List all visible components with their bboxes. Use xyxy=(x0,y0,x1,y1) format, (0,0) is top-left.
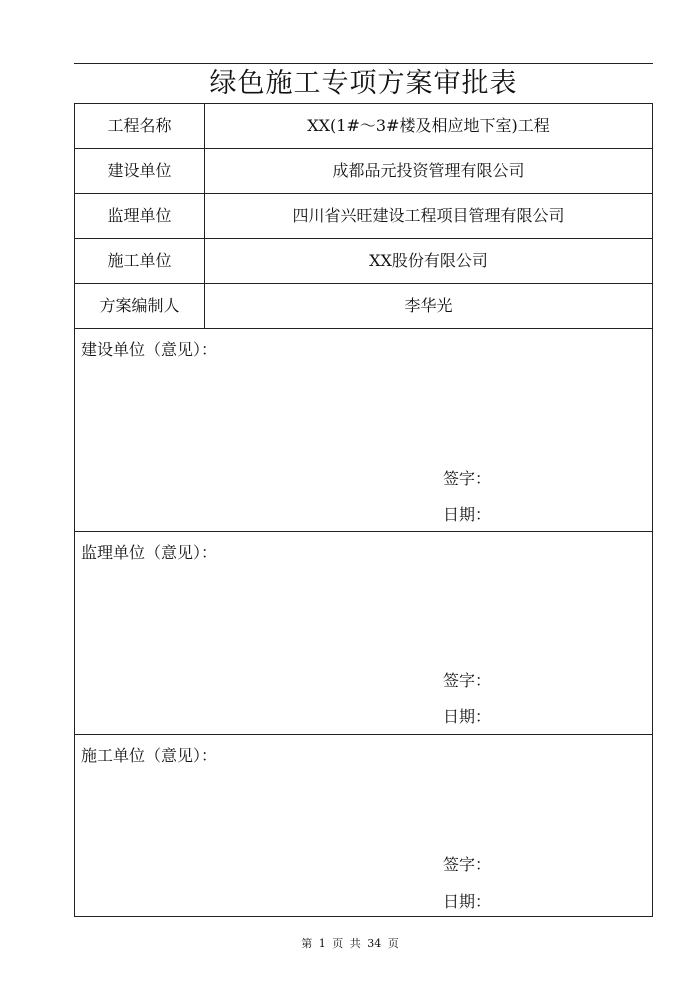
header-rule xyxy=(74,63,653,64)
info-label: 监理单位 xyxy=(75,194,205,238)
page-number: 第 1 页 共 34 页 xyxy=(301,937,399,950)
approval-form-table xyxy=(74,103,653,917)
info-row-contractor xyxy=(75,239,652,284)
signature-label: 签字： xyxy=(443,671,492,690)
opinion-title: 施工单位（意见）： xyxy=(81,746,218,765)
date-label: 日期： xyxy=(443,505,492,524)
info-value: 四川省兴旺建设工程项目管理有限公司 xyxy=(292,206,565,225)
document-title: 绿色施工专项方案审批表 xyxy=(209,68,518,99)
info-value: 成都品元投资管理有限公司 xyxy=(332,161,525,180)
info-value: 李华光 xyxy=(404,296,453,315)
info-row-author xyxy=(75,284,652,329)
date-label: 日期： xyxy=(443,707,492,726)
info-label: 工程名称 xyxy=(75,104,205,148)
info-value: XX股份有限公司 xyxy=(369,251,488,270)
info-row-supervisor xyxy=(75,194,652,239)
opinion-section-contractor xyxy=(75,735,652,916)
opinion-section-supervisor xyxy=(75,532,652,735)
date-label: 日期： xyxy=(443,892,492,911)
signature-label: 签字： xyxy=(443,469,492,488)
info-row-owner xyxy=(75,149,652,194)
signature-label: 签字： xyxy=(443,855,492,874)
info-label: 建设单位 xyxy=(75,149,205,193)
info-value: XX(1#～3#楼及相应地下室)工程 xyxy=(307,116,550,135)
opinion-title: 建设单位（意见）： xyxy=(81,340,218,359)
info-label: 施工单位 xyxy=(75,239,205,283)
info-row-project-name xyxy=(75,104,652,149)
info-label: 方案编制人 xyxy=(75,284,205,328)
opinion-section-owner xyxy=(75,329,652,532)
opinion-title: 监理单位（意见）： xyxy=(81,543,218,562)
